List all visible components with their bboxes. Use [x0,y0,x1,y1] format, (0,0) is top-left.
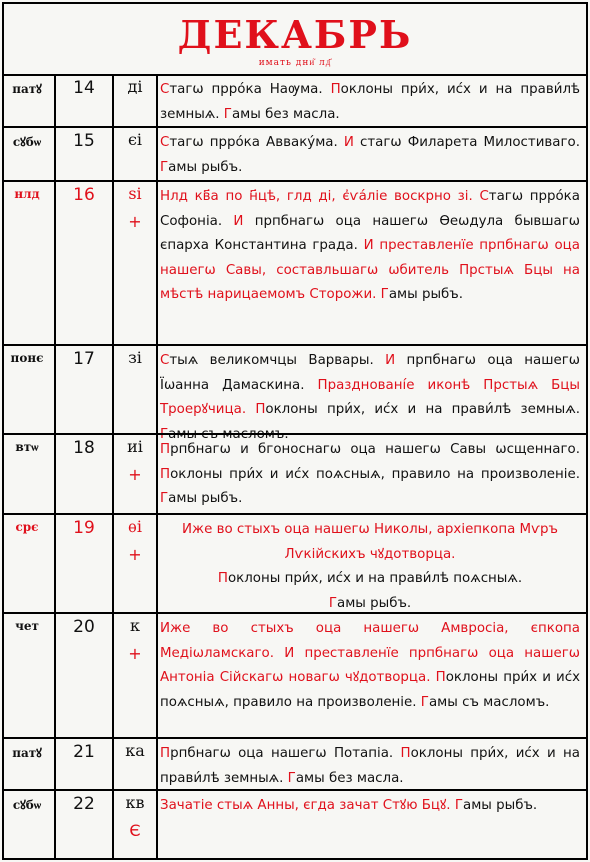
body-text: амы рыбъ. [388,287,464,303]
body-text: оклоны при́х и ис́х поѧсныѧ, правило на произволеніе. [170,466,580,482]
rubric-text: П [400,746,411,761]
rubric-text: И [233,213,244,229]
slavonic-numeral: ді [127,77,143,96]
date-number: 18 [73,438,95,458]
rubric-text: С [160,135,170,150]
body-text: амы без масла. [295,770,404,786]
month-title: ДЕКАБРЬ [177,12,413,57]
weekday-label: чет [15,619,39,633]
rubric-text: преставленїе прпбнагѡ оца нашегѡ Савы, составльшагѡ ѡбитель Прстыѧ Бцы на мѣстѣ нарицаемомъ Сторожи. [160,238,580,303]
body-text: прпбнагѡ оца нашегѡ Їѡанна Дамаскина. [160,353,580,393]
rubric-text: Праздновані́е иконѣ Прстыѧ Бцы Троерꙋчица. [160,377,580,418]
slavonic-numeral: ѳі [128,517,142,536]
rubric-text: Г [160,491,169,507]
body-text: амы рыбъ. [168,491,243,507]
rubric-text: С [479,189,489,204]
calendar-row [0,739,590,791]
day-commemoration-text [160,438,580,512]
slavonic-numeral: ка [125,741,145,760]
rubric-text: И [385,353,396,368]
body-text: тагѡ прро́ка Наѹма. [169,82,331,97]
feast-cross-icon: + [128,212,142,231]
day-commemoration-text [160,78,580,127]
body-text: амы съ масломъ. [428,694,550,710]
month-days-count: имать дни͂ лд҃ [258,58,332,68]
rubric-text: Г [420,694,429,710]
body-text [294,646,304,661]
rubric-text: преставленїе прпбнагѡ оца нашегѡ Антоніа Сійскагѡ новагѡ чꙋдотворца. [160,645,580,686]
weekday-label: срє [15,520,39,534]
rubric-text: П [160,746,171,761]
rubric-text: И [284,645,295,661]
slavonic-numeral: зі [128,348,142,367]
weekday-label: нлд [14,187,40,201]
calendar-row [0,791,590,860]
day-commemoration-text [160,131,580,180]
date-number: 17 [73,349,95,369]
weekday-label: патꙋ [12,82,42,96]
date-number: 19 [73,518,95,538]
rubric-text: И [363,238,374,254]
day-commemoration-text [160,518,580,616]
body-text: рпбнагѡ оца нашегѡ Потапіа. [170,746,401,761]
row-divider [2,126,588,128]
date-number: 15 [73,131,95,151]
body-text: тагѡ прро́ка Софоніа. [160,189,580,229]
rubric-text: Иже во стыхъ оца нашегѡ Николы, архіепкопа Мѵръ Лѵкійскихъ чꙋдотворца. [182,522,558,562]
date-number: 22 [73,794,95,814]
rubric-text: П [435,670,446,686]
row-divider [2,344,588,346]
date-number: 20 [73,617,95,637]
table-top-border [2,74,588,76]
row-divider [2,180,588,182]
date-number: 21 [73,742,95,762]
rubric-text: Г [380,287,389,303]
weekday-label: втѡ [15,440,39,454]
weekday-label: сꙋбѡ [12,135,42,149]
feast-cross-icon: + [128,545,142,564]
column-divider [112,74,114,860]
slavonic-numeral: к [130,616,140,635]
body-text: оклоны при́х и ис́х поѧсныѧ, правило на произволеніе. [160,670,580,710]
body-text: тагѡ прро́ка Авваку́ма. [169,135,344,150]
body-text: амы съ масломъ. [168,426,289,442]
rubric-text: Г [454,798,463,813]
calendar-row [0,515,590,614]
day-commemoration-text [160,617,580,715]
rubric-text: С [160,353,170,368]
weekday-label: патꙋ [12,746,42,760]
body-text: амы без масла. [231,106,340,122]
feast-cross-icon: + [128,644,142,663]
column-divider [54,74,56,860]
row-divider [2,612,588,614]
day-commemoration-text [160,742,580,791]
rubric-text: П [217,571,228,587]
column-divider [156,74,158,860]
calendar-row [0,75,590,128]
slavonic-numeral: иі [127,437,143,456]
rubric-text: Г [287,770,296,786]
day-commemoration-text [160,794,580,819]
calendar-row [0,614,590,739]
slavonic-numeral: ѕі [128,184,142,203]
body-text: прпбнагѡ оца нашегѡ Ѳеѡдула бывшагѡ єпарха Константина града. [160,213,580,254]
calendar-row [0,346,590,442]
calendar-row [0,435,590,515]
body-text: тыѧ великомчцы Варвары. [169,353,386,368]
body-text: оклоны при́х, ис́х и на прави́лѣ земныѧ. [160,746,580,786]
rubric-text: П [160,466,171,482]
body-text: стагѡ Филарета Милостиваго. [353,135,580,150]
rubric-text: П [330,82,341,97]
body-text: амы рыбъ. [336,595,412,611]
calendar-row [0,182,590,346]
rubric-text: Нлд кв҃а по н҃цѣ, глд ді, є҆ѵа́ліе воскрно зі. [160,189,480,204]
rubric-text: П [255,402,266,418]
feast-mark-icon: Є [129,821,141,840]
weekday-label: понє [10,351,44,365]
body-text: амы рыбъ. [463,798,538,813]
body-text: амы рыбъ. [168,159,243,175]
date-number: 16 [73,185,95,205]
rubric-text: П [160,442,171,457]
rubric-text: Г [160,159,169,175]
slavonic-numeral: єі [127,130,143,149]
calendar-row [0,128,590,182]
row-divider [2,737,588,739]
rubric-text: Г [160,426,169,442]
row-divider [2,789,588,791]
row-divider [2,433,588,435]
day-commemoration-text [160,185,580,308]
rubric-text: Иже во стыхъ оца нашегѡ Амвросіа, єпкопа Медіѡламскаго. [160,621,580,661]
date-number: 14 [73,78,95,98]
body-text: оклоны при́х, ис́х и на прави́лѣ поѧсныѧ. [227,571,523,587]
rubric-text: Зачатіе стыѧ Анны, єгда зачат Стꙋю Бцꙋ. [160,798,455,813]
body-text: оклоны при́х, ис́х и на прави́лѣ земныѧ. [265,402,580,418]
feast-cross-icon: + [128,465,142,484]
row-divider [2,513,588,515]
rubric-text: С [160,82,170,97]
rubric-text: Г [223,106,232,122]
slavonic-numeral: кв [125,793,145,812]
body-text: рпбнагѡ и бгоноснагѡ оца нашегѡ Савы ѡсщеннаго. [170,442,580,457]
rubric-text: Г [328,595,337,611]
rubric-text: И [343,135,354,150]
body-text: оклоны при́х, ис́х и на прави́лѣ земныѧ. [160,82,580,122]
weekday-label: сꙋбѡ [12,798,42,812]
